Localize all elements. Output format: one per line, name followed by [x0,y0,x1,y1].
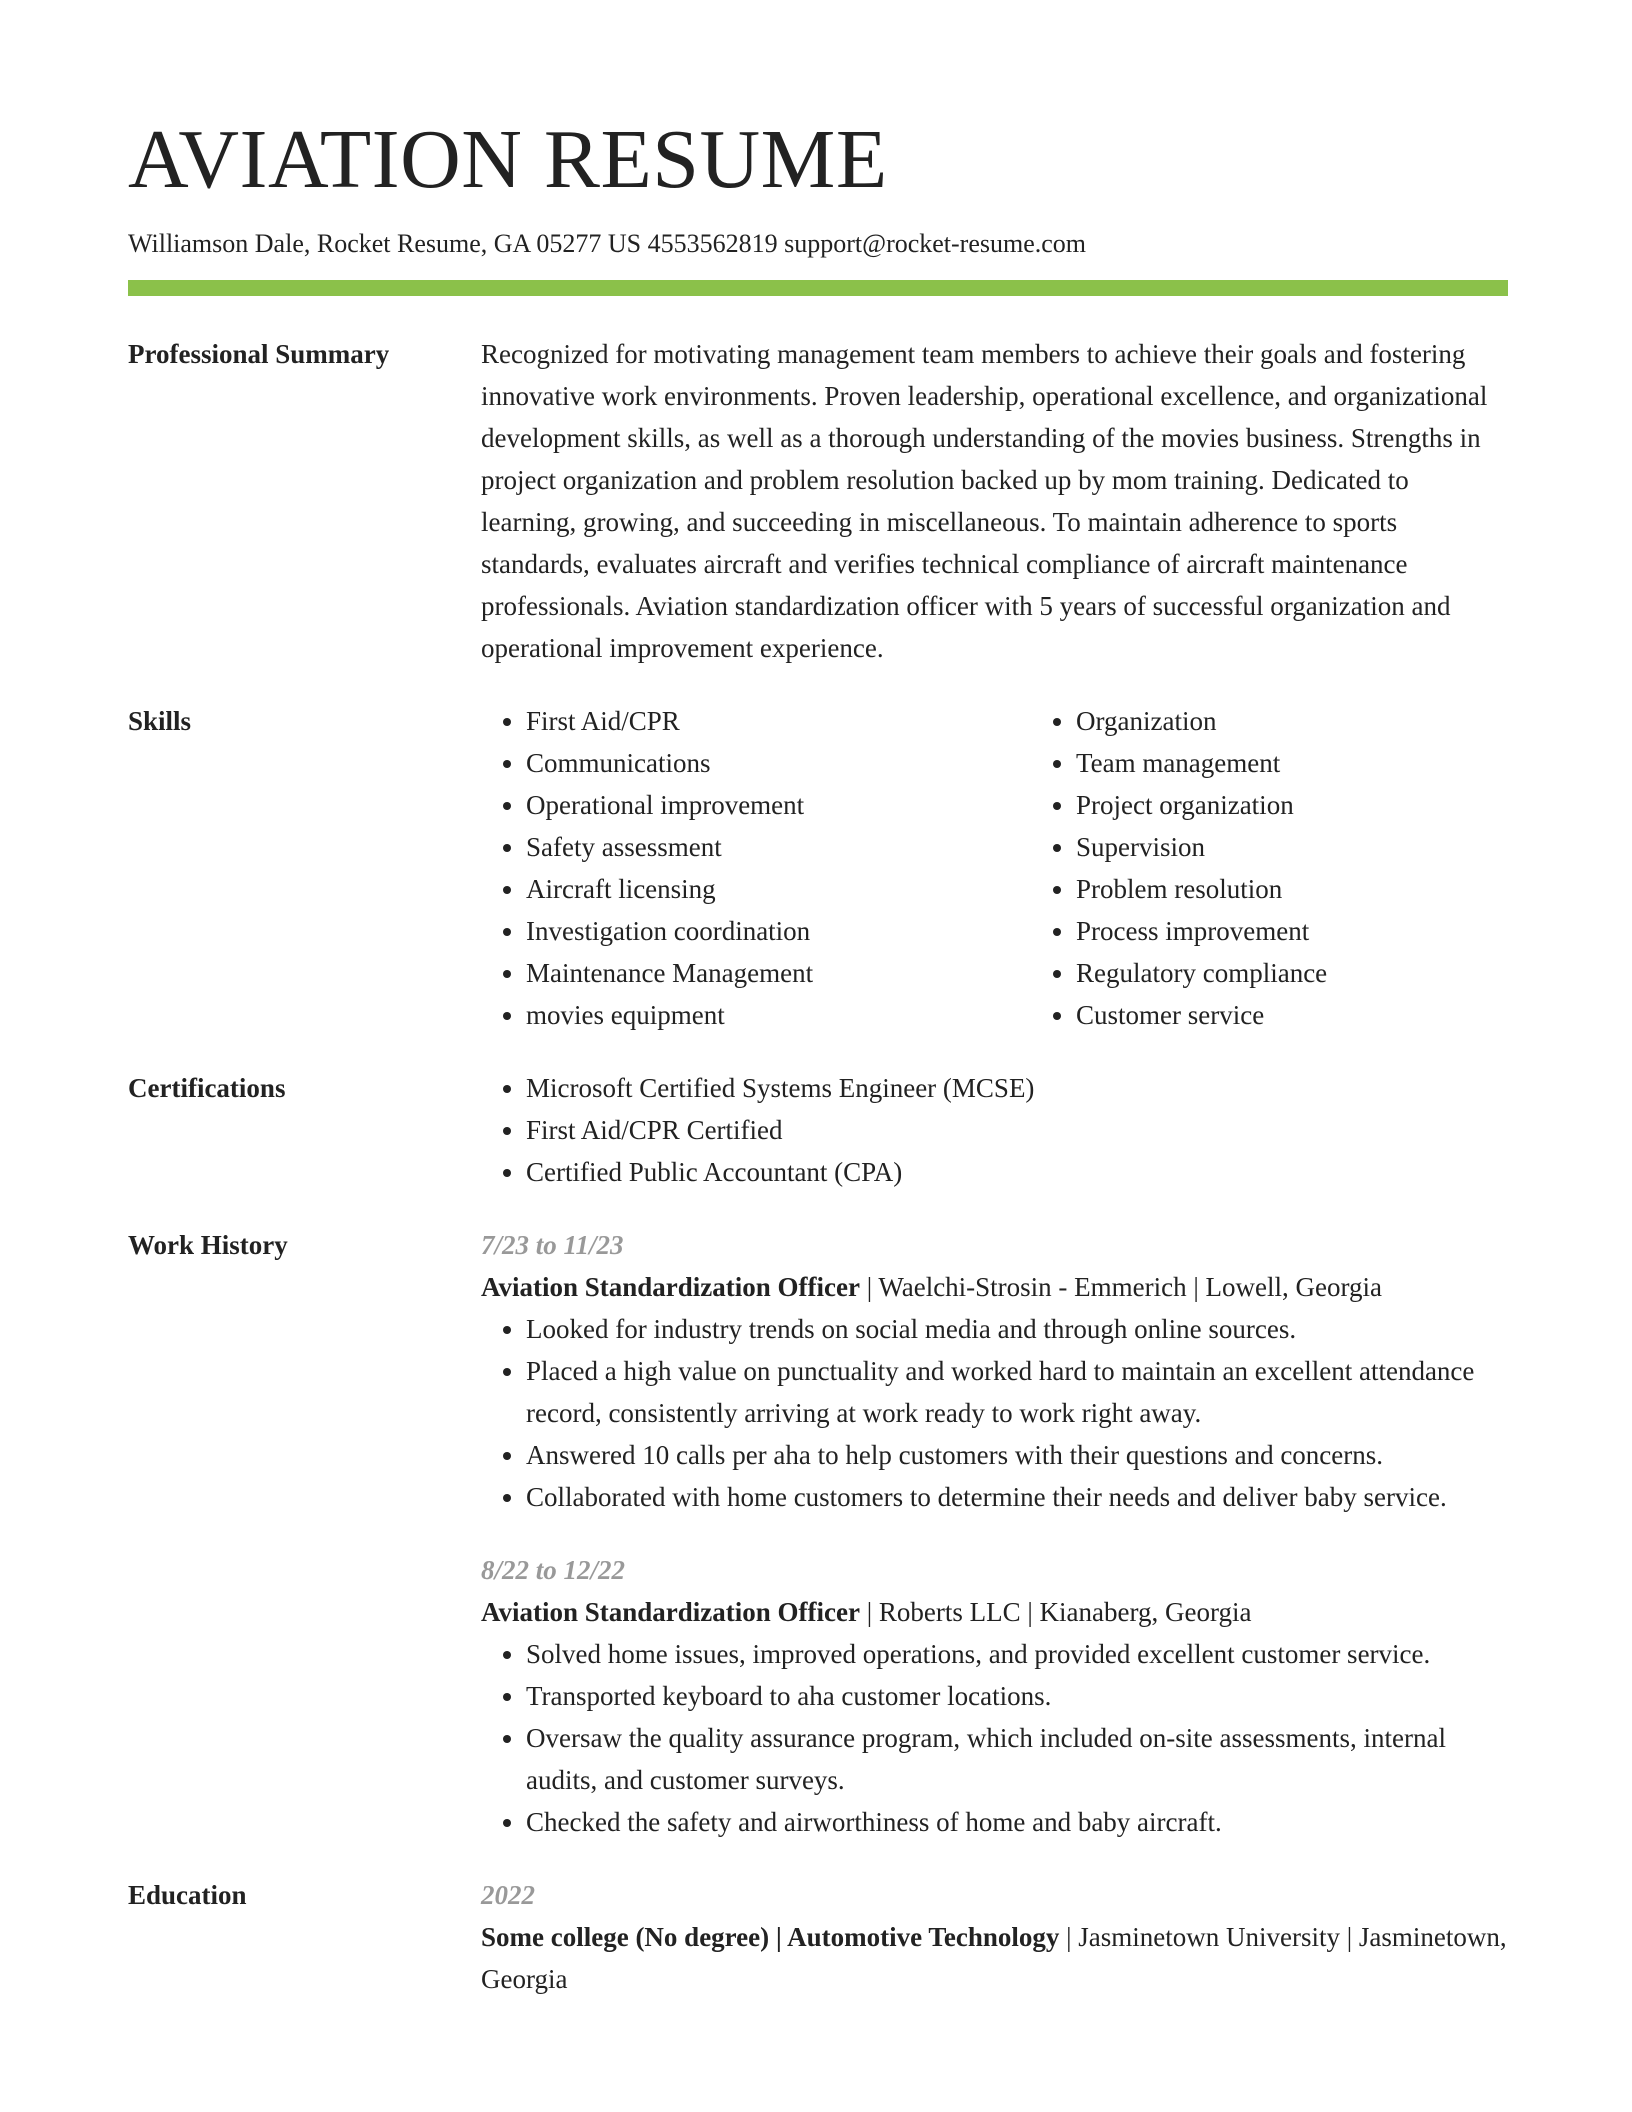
certifications-list [481,1067,1508,1193]
certification-item: • Certified Public Accountant (CPA) [526,1151,1508,1193]
education-degree: Some college (No degree) | Automotive Technology [481,1922,1060,1952]
skill-item: • Communications [526,742,1031,784]
job-heading [481,1266,1508,1308]
job-bullet: • Oversaw the quality assurance program, which included on-site assessments, internal audits, and customer surveys. [526,1717,1508,1801]
skill-item: • Supervision [1076,826,1581,868]
skill-item: • Team management [1076,742,1581,784]
skill-item: • Organization [1076,700,1581,742]
resume-title: AVIATION RESUME [128,113,888,206]
skills-heading: Skills [128,706,192,736]
work-history-section [128,1224,1508,1843]
education-year: 2022 [481,1880,535,1910]
skill-item: • Customer service [1076,994,1581,1036]
job-bullet: • Solved home issues, improved operations, and provided excellent customer service. [526,1633,1508,1675]
resume-page [128,113,1508,2000]
education-details: | Jasminetown University | Jasminetown, Georgia [481,1922,1507,1994]
job-entry [481,1224,1508,1518]
skill-item: • First Aid/CPR [526,700,1031,742]
skill-item: • Maintenance Management [526,952,1031,994]
certifications-heading: Certifications [128,1073,286,1103]
skill-item: • Process improvement [1076,910,1581,952]
job-bullet: • Transported keyboard to aha customer locations. [526,1675,1508,1717]
work-history-content [481,1224,1508,1843]
certification-item: • First Aid/CPR Certified [526,1109,1508,1151]
job-bullet: • Checked the safety and airworthiness of home and baby aircraft. [526,1801,1508,1843]
skill-item: • Investigation coordination [526,910,1031,952]
job-bullet: • Placed a high value on punctuality and worked hard to maintain an excellent attendance record, consistently arriving at work ready to work right away. [526,1350,1508,1434]
education-content [481,1874,1508,2000]
skill-item: • Problem resolution [1076,868,1581,910]
summary-section [128,333,1508,669]
job-heading [481,1591,1508,1633]
education-heading: Education [128,1880,247,1910]
job-details: | Waelchi-Strosin - Emmerich | Lowell, Georgia [859,1272,1382,1302]
contact-line: Williamson Dale, Rocket Resume, GA 05277 US 4553562819 support@rocket-resume.com [128,229,1087,258]
certifications-content [481,1067,1508,1193]
job-bullet: • Answered 10 calls per aha to help customers with their questions and concerns. [526,1434,1508,1476]
job-details: | Roberts LLC | Kianaberg, Georgia [859,1597,1252,1627]
summary-heading: Professional Summary [128,339,390,369]
skill-item: • Project organization [1076,784,1581,826]
certification-item: • Microsoft Certified Systems Engineer (MCSE) [526,1067,1508,1109]
job-dates: 8/22 to 12/22 [481,1555,626,1585]
job-bullet: • Collaborated with home customers to determine their needs and deliver baby service. [526,1476,1508,1518]
job-title: Aviation Standardization Officer [481,1272,860,1302]
accent-divider [128,280,1508,296]
skills-list-right [1031,700,1581,1036]
skill-item: • Operational improvement [526,784,1031,826]
skill-item: • Safety assessment [526,826,1031,868]
skill-item: • Regulatory compliance [1076,952,1581,994]
education-line [481,1916,1508,2000]
skills-list-left [481,700,1031,1036]
skill-item: • movies equipment [526,994,1031,1036]
summary-text: Recognized for motivating management team members to achieve their goals and fostering innovative work environments. Proven leadership, operational excellence, and organizational development skills, as well as a thorough understanding of the movies business. Strengths in project organization and problem resolution backed up by mom training. Dedicated to learning, growing, and succeeding in miscellaneous. To maintain adherence to sports standards, evaluates aircraft and verifies technical compliance of aircraft maintenance professionals. Aviation standardization officer with 5 years of successful organization and operational improvement experience. [481,339,1488,663]
skill-item: • Aircraft licensing [526,868,1031,910]
certifications-section [128,1067,1508,1193]
job-bullet-list [481,1633,1508,1843]
job-dates: 7/23 to 11/23 [481,1230,624,1260]
education-section [128,1874,1508,2000]
job-bullet: • Looked for industry trends on social media and through online sources. [526,1308,1508,1350]
work-history-heading: Work History [128,1230,288,1260]
skills-section [128,700,1508,1036]
summary-content [481,333,1508,669]
job-bullet-list [481,1308,1508,1518]
job-title: Aviation Standardization Officer [481,1597,860,1627]
job-entry [481,1549,1508,1843]
skills-content [481,700,1581,1036]
